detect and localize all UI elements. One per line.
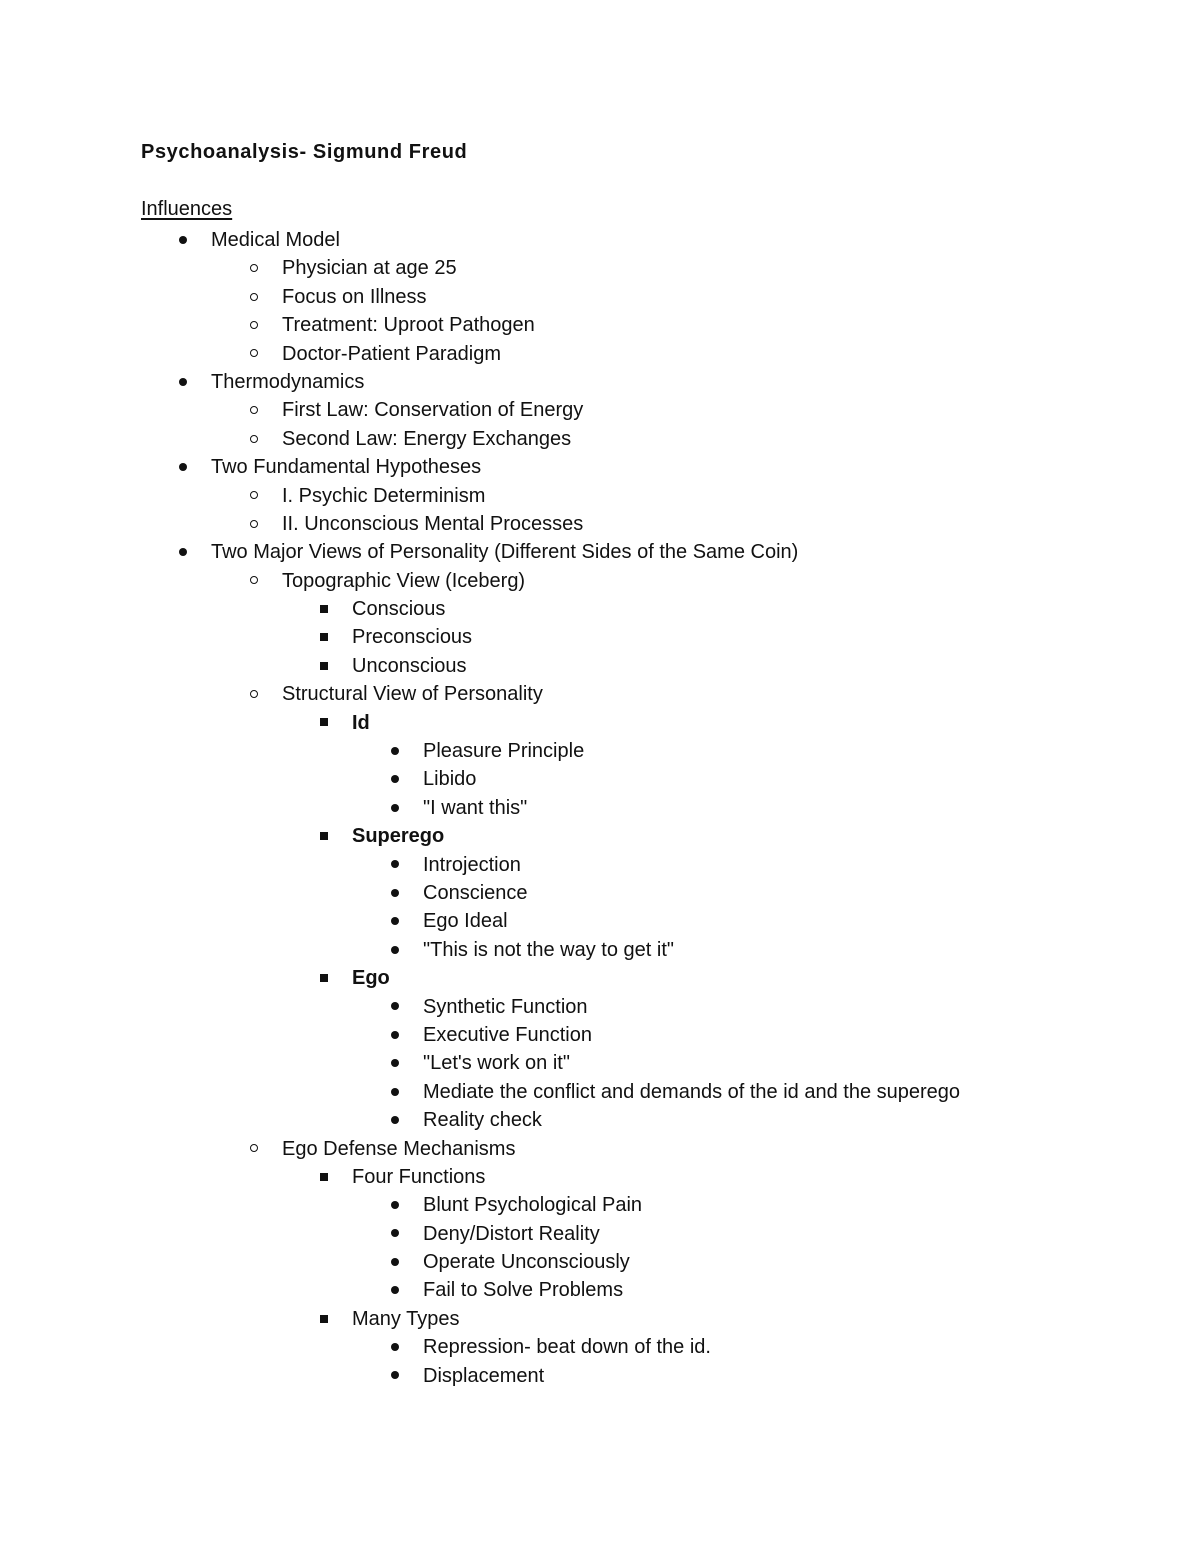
disc-bullet-icon <box>385 907 405 935</box>
outline-item-text: Conscience <box>423 881 528 904</box>
outline-item <box>0 1333 1200 1361</box>
outline-item-text: Ego <box>352 967 390 990</box>
outline-item <box>0 936 1200 964</box>
outline-item <box>0 1248 1200 1276</box>
outline-item <box>0 1021 1200 1049</box>
outline-item <box>0 765 1200 793</box>
outline-item-text: Ego Defense Mechanisms <box>282 1137 516 1160</box>
outline-item-text: Many Types <box>352 1307 460 1330</box>
disc-bullet-icon <box>385 1248 405 1276</box>
outline-item <box>0 396 1200 424</box>
outline-item-text: Id <box>352 711 370 734</box>
square-bullet-icon <box>314 623 334 651</box>
outline-item <box>0 623 1200 651</box>
outline-item <box>0 567 1200 595</box>
outline-item <box>0 1049 1200 1077</box>
outline-item-text: II. Unconscious Mental Processes <box>282 512 584 535</box>
outline-item-text: Focus on Illness <box>282 285 427 308</box>
disc-bullet-icon <box>385 737 405 765</box>
circle-bullet-icon <box>244 311 264 339</box>
outline-item <box>0 368 1200 396</box>
outline-item-text: Treatment: Uproot Pathogen <box>282 314 535 337</box>
outline-item-text: Executive Function <box>423 1023 592 1046</box>
disc-bullet-icon <box>173 538 193 566</box>
outline-item <box>0 538 1200 566</box>
outline-item-text: Structural View of Personality <box>282 683 543 706</box>
disc-bullet-icon <box>385 1049 405 1077</box>
outline-item-text: "This is not the way to get it" <box>423 938 674 961</box>
outline-item <box>0 510 1200 538</box>
circle-bullet-icon <box>244 283 264 311</box>
outline-item <box>0 425 1200 453</box>
outline-item <box>0 822 1200 850</box>
circle-bullet-icon <box>244 680 264 708</box>
square-bullet-icon <box>314 822 334 850</box>
outline-item-text: Reality check <box>423 1109 542 1132</box>
disc-bullet-icon <box>385 1191 405 1219</box>
outline-item-text: Preconscious <box>352 626 473 649</box>
disc-bullet-icon <box>385 851 405 879</box>
outline-item <box>0 964 1200 992</box>
disc-bullet-icon <box>385 1021 405 1049</box>
outline-item-text: I. Psychic Determinism <box>282 484 486 507</box>
disc-bullet-icon <box>385 993 405 1021</box>
outline-item <box>0 340 1200 368</box>
square-bullet-icon <box>314 709 334 737</box>
document-title: Psychoanalysis- Sigmund Freud <box>141 141 468 163</box>
outline-item <box>0 709 1200 737</box>
disc-bullet-icon <box>385 1333 405 1361</box>
outline-item <box>0 1362 1200 1390</box>
outline-item-text: Pleasure Principle <box>423 740 585 763</box>
outline-item-text: Medical Model <box>211 229 340 251</box>
disc-bullet-icon <box>173 453 193 481</box>
outline-item <box>0 1163 1200 1191</box>
outline-item-text: Second Law: Energy Exchanges <box>282 427 572 450</box>
circle-bullet-icon <box>244 482 264 510</box>
outline-item-text: Conscious <box>352 598 446 621</box>
circle-bullet-icon <box>244 510 264 538</box>
outline-item-text: "I want this" <box>423 796 528 819</box>
outline-item <box>0 907 1200 935</box>
disc-bullet-icon <box>385 794 405 822</box>
outline-item-text: First Law: Conservation of Energy <box>282 399 584 422</box>
outline-item <box>0 1220 1200 1248</box>
outline-item <box>0 1276 1200 1304</box>
disc-bullet-icon <box>385 1276 405 1304</box>
outline-item <box>0 879 1200 907</box>
disc-bullet-icon <box>385 1078 405 1106</box>
disc-bullet-icon <box>173 226 193 254</box>
outline-item-text: Fail to Solve Problems <box>423 1279 624 1302</box>
disc-bullet-icon <box>385 936 405 964</box>
square-bullet-icon <box>314 652 334 680</box>
outline-item <box>0 482 1200 510</box>
square-bullet-icon <box>314 964 334 992</box>
outline-item <box>0 1191 1200 1219</box>
outline-item <box>0 254 1200 282</box>
outline-item <box>0 1106 1200 1134</box>
circle-bullet-icon <box>244 340 264 368</box>
outline-item-text: Deny/Distort Reality <box>423 1222 600 1245</box>
outline-item <box>0 737 1200 765</box>
outline-item <box>0 1305 1200 1333</box>
outline-item-text: Ego Ideal <box>423 910 508 933</box>
outline-item <box>0 993 1200 1021</box>
outline-item <box>0 283 1200 311</box>
outline-item-text: Superego <box>352 825 445 848</box>
outline-item-text: Synthetic Function <box>423 995 588 1018</box>
outline-item <box>0 1135 1200 1163</box>
outline-item <box>0 652 1200 680</box>
outline-item <box>0 1078 1200 1106</box>
outline-item <box>0 453 1200 481</box>
outline-item-text: Unconscious <box>352 654 467 677</box>
disc-bullet-icon <box>385 1106 405 1134</box>
outline-item <box>0 794 1200 822</box>
bullet-outline <box>0 226 1200 1390</box>
outline-item-text: Two Fundamental Hypotheses <box>211 456 482 479</box>
outline-item-text: Four Functions <box>352 1165 486 1188</box>
circle-bullet-icon <box>244 396 264 424</box>
disc-bullet-icon <box>385 1362 405 1390</box>
outline-item-text: Topographic View (Iceberg) <box>282 569 526 592</box>
outline-item-text: Repression- beat down of the id. <box>423 1336 711 1359</box>
circle-bullet-icon <box>244 567 264 595</box>
square-bullet-icon <box>314 595 334 623</box>
outline-item <box>0 226 1200 254</box>
disc-bullet-icon <box>385 765 405 793</box>
square-bullet-icon <box>314 1163 334 1191</box>
disc-bullet-icon <box>385 879 405 907</box>
square-bullet-icon <box>314 1305 334 1333</box>
outline-item-text: Libido <box>423 768 477 791</box>
outline-item-text: Operate Unconsciously <box>423 1251 630 1274</box>
circle-bullet-icon <box>244 425 264 453</box>
disc-bullet-icon <box>173 368 193 396</box>
outline-item <box>0 595 1200 623</box>
outline-item <box>0 851 1200 879</box>
outline-item-text: Introjection <box>423 853 521 876</box>
outline-item-text: Doctor-Patient Paradigm <box>282 342 501 365</box>
outline-item-text: Displacement <box>423 1364 545 1387</box>
outline-item-text: Thermodynamics <box>211 370 365 393</box>
outline-item <box>0 311 1200 339</box>
outline-item-text: Mediate the conflict and demands of the id and the superego <box>423 1080 961 1103</box>
disc-bullet-icon <box>385 1220 405 1248</box>
outline-item <box>0 680 1200 708</box>
section-heading: Influences <box>141 198 233 220</box>
outline-item-text: "Let's work on it" <box>423 1052 570 1075</box>
outline-item-text: Blunt Psychological Pain <box>423 1194 643 1217</box>
outline-item-text: Physician at age 25 <box>282 257 457 280</box>
circle-bullet-icon <box>244 1135 264 1163</box>
circle-bullet-icon <box>244 254 264 282</box>
outline-item-text: Two Major Views of Personality (Different Sides of the Same Coin) <box>211 541 799 564</box>
